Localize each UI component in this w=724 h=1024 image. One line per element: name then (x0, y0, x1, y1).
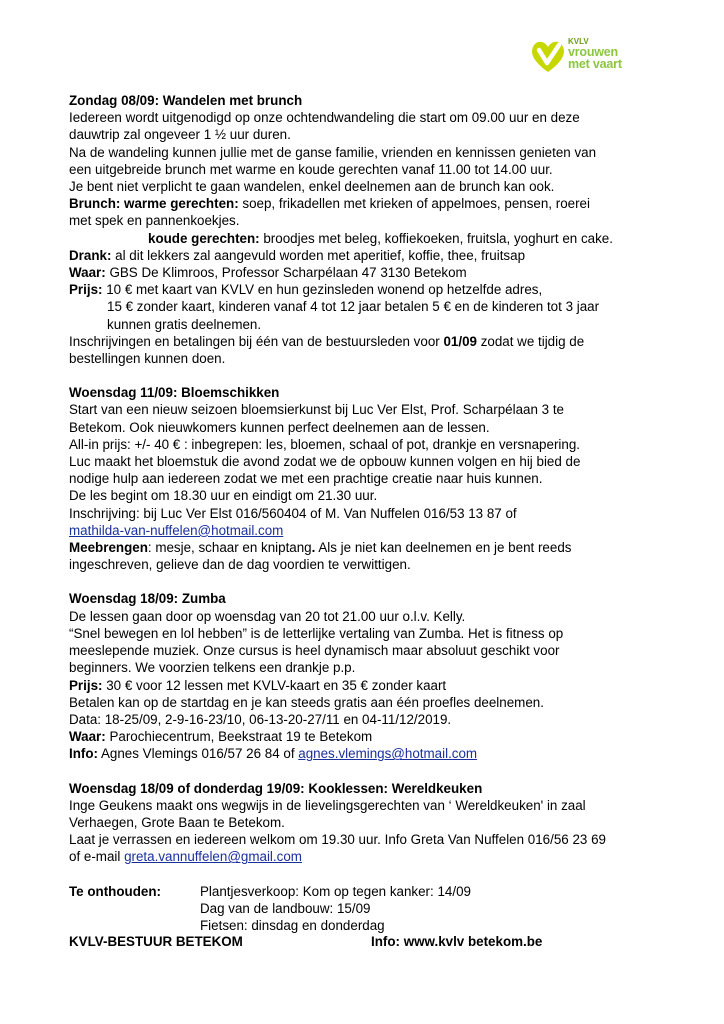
text-line: Betalen kan op de startdag en je kan steeds gratis aan één proefles deelnemen. (69, 694, 544, 710)
text-line: Data: 18-25/09, 2-9-16-23/10, 06-13-20-27/11 en 04-11/12/2019. (69, 711, 452, 727)
text-line: Na de wandeling kunnen jullie met de ganse familie, vrienden en kennissen genieten van (69, 144, 597, 160)
waar-line: Waar: Parochiecentrum, Beekstraat 19 te Betekom (69, 729, 373, 745)
kvlv-logo (528, 36, 668, 80)
text-line: een uitgebreide brunch met warme en koude gerechten vanaf 11.00 tot 14.00 uur. (69, 161, 553, 177)
onthouden-item: Fietsen: dinsdag en donderdag (200, 917, 385, 933)
onthouden-item: Dag van de landbouw: 15/09 (200, 900, 371, 916)
section-kooklessen (69, 780, 669, 866)
text-line: Betekom. Ook nieuwkomers kunnen perfect deelnemen aan de lessen. (69, 419, 490, 435)
section-title: Woensdag 18/09 of donderdag 19/09: Kooklessen: Wereldkeuken (69, 780, 483, 796)
section-title: Woensdag 11/09: Bloemschikken (69, 385, 280, 401)
text-line: ingeschreven, gelieve dan de dag voordien te verwittigen. (69, 557, 411, 573)
text-line: All-in prijs: +/- 40 € : inbegrepen: les, bloemen, schaal of pot, drankje en versnapering. (69, 436, 580, 452)
email-link[interactable]: mathilda-van-nuffelen@hotmail.com (69, 522, 284, 538)
section-wandelen (69, 92, 669, 367)
logo-line-2: met vaart (568, 57, 622, 71)
footer-info: Info: www.kvlv betekom.be (371, 934, 543, 949)
email-link[interactable]: greta.vannuffelen@gmail.com (124, 849, 302, 865)
text-line: 15 € zonder kaart, kinderen vanaf 4 tot 12 jaar betalen 5 € en de kinderen tot 3 jaar (107, 299, 600, 315)
waar-line: Waar: GBS De Klimroos, Professor Scharpélaan 47 3130 Betekom (69, 265, 467, 281)
text-line: kunnen gratis deelnemen. (107, 316, 262, 332)
section-zumba (69, 590, 669, 762)
section-bloemschikken (69, 384, 669, 573)
prijs-line: Prijs: 30 € voor 12 lessen met KVLV-kaart en 35 € zonder kaart (69, 677, 447, 693)
text-line: Iedereen wordt uitgenodigd op onze ochtendwandeling die start om 09.00 uur en deze (69, 110, 580, 126)
section-title: Zondag 08/09: Wandelen met brunch (69, 93, 303, 108)
footer (69, 933, 629, 950)
text-line: De lessen gaan door op woensdag van 20 tot 21.00 uur o.l.v. Kelly. (69, 608, 466, 624)
email-link[interactable]: agnes.vlemings@hotmail.com (298, 746, 478, 762)
text-line: nodige hulp aan iedereen zodat we met een prachtige creatie naar huis kunnen. (69, 471, 543, 487)
text-line: Luc maakt het bloemstuk die avond zodat we de opbouw kunnen volgen en hij bied de (69, 454, 581, 470)
text-line: Inschrijving: bij Luc Ver Elst 016/560404 of M. Van Nuffelen 016/53 13 87 of (69, 505, 517, 521)
info-line: Info: Agnes Vlemings 016/57 26 84 of agnes.vlemings@hotmail.com (69, 746, 478, 762)
section-title: Woensdag 18/09: Zumba (69, 591, 226, 607)
brunch-line: Brunch: warme gerechten: soep, frikadellen met krieken of appelmoes, pensen, roerei (69, 196, 590, 212)
email-line (69, 522, 669, 539)
text-line: De les begint om 18.30 uur en eindigt om 21.30 uur. (69, 488, 378, 504)
text-line: dauwtrip zal ongeveer 1 ½ uur duren. (69, 127, 291, 143)
text-line: Start van een nieuw seizoen bloemsierkunst bij Luc Ver Elst, Prof. Scharpélaan 3 te (69, 402, 564, 418)
text-line: beginners. We voorzien telkens een drankje p.p. (69, 660, 356, 676)
text-line: Laat je verrassen en iedereen welkom om 19.30 uur. Info Greta Van Nuffelen 016/56 23 69 (69, 832, 606, 848)
text-line: “Snel bewegen en lol hebben” is de letterlijke vertaling van Zumba. Het is fitness op (69, 625, 564, 641)
inschrijving-line: Inschrijvingen en betalingen bij één van de bestuursleden voor 01/09 zodat we tijdig de (69, 333, 585, 349)
prijs-line: Prijs: 10 € met kaart van KVLV en hun gezinsleden wonend op hetzelfde adres, (69, 282, 543, 298)
onthouden-item: Plantjesverkoop: Kom op tegen kanker: 14/09 (200, 883, 471, 899)
drank-line: Drank: al dit lekkers zal aangevuld worden met aperitief, koffie, thee, fruitsap (69, 247, 526, 263)
logo-line-1: vrouwen (568, 45, 618, 59)
text-line: Inge Geukens maakt ons wegwijs in de lievelingsgerechten van ‘ Wereldkeuken' in zaal (69, 797, 586, 813)
newsletter-content (69, 92, 669, 934)
section-te-onthouden (69, 883, 669, 935)
koude-line: koude gerechten: broodjes met beleg, koffiekoeken, fruitsla, yoghurt en cake. (148, 230, 613, 246)
logo-brand: KVLV (568, 37, 589, 46)
text-line: meeslepende muziek. Onze cursus is heel dynamisch maar absoluut geschikt voor (69, 643, 560, 659)
text-line: Verhaegen, Grote Baan te Betekom. (69, 814, 285, 830)
onthouden-label: Te onthouden: (69, 883, 161, 899)
text-line: met spek en pannenkoekjes. (69, 213, 240, 229)
text-line: Je bent niet verplicht te gaan wandelen, enkel deelnemen aan de brunch kan ook. (69, 179, 555, 195)
footer-organisation: KVLV-BESTUUR BETEKOM (69, 934, 243, 949)
text-line: bestellingen kunnen doen. (69, 351, 226, 367)
kvlv-heart-icon (528, 36, 568, 76)
meebrengen-line: Meebrengen: mesje, schaar en kniptang. Als je niet kan deelnemen en je bent reeds (69, 540, 572, 556)
email-line: of e-mail greta.vannuffelen@gmail.com (69, 849, 302, 865)
